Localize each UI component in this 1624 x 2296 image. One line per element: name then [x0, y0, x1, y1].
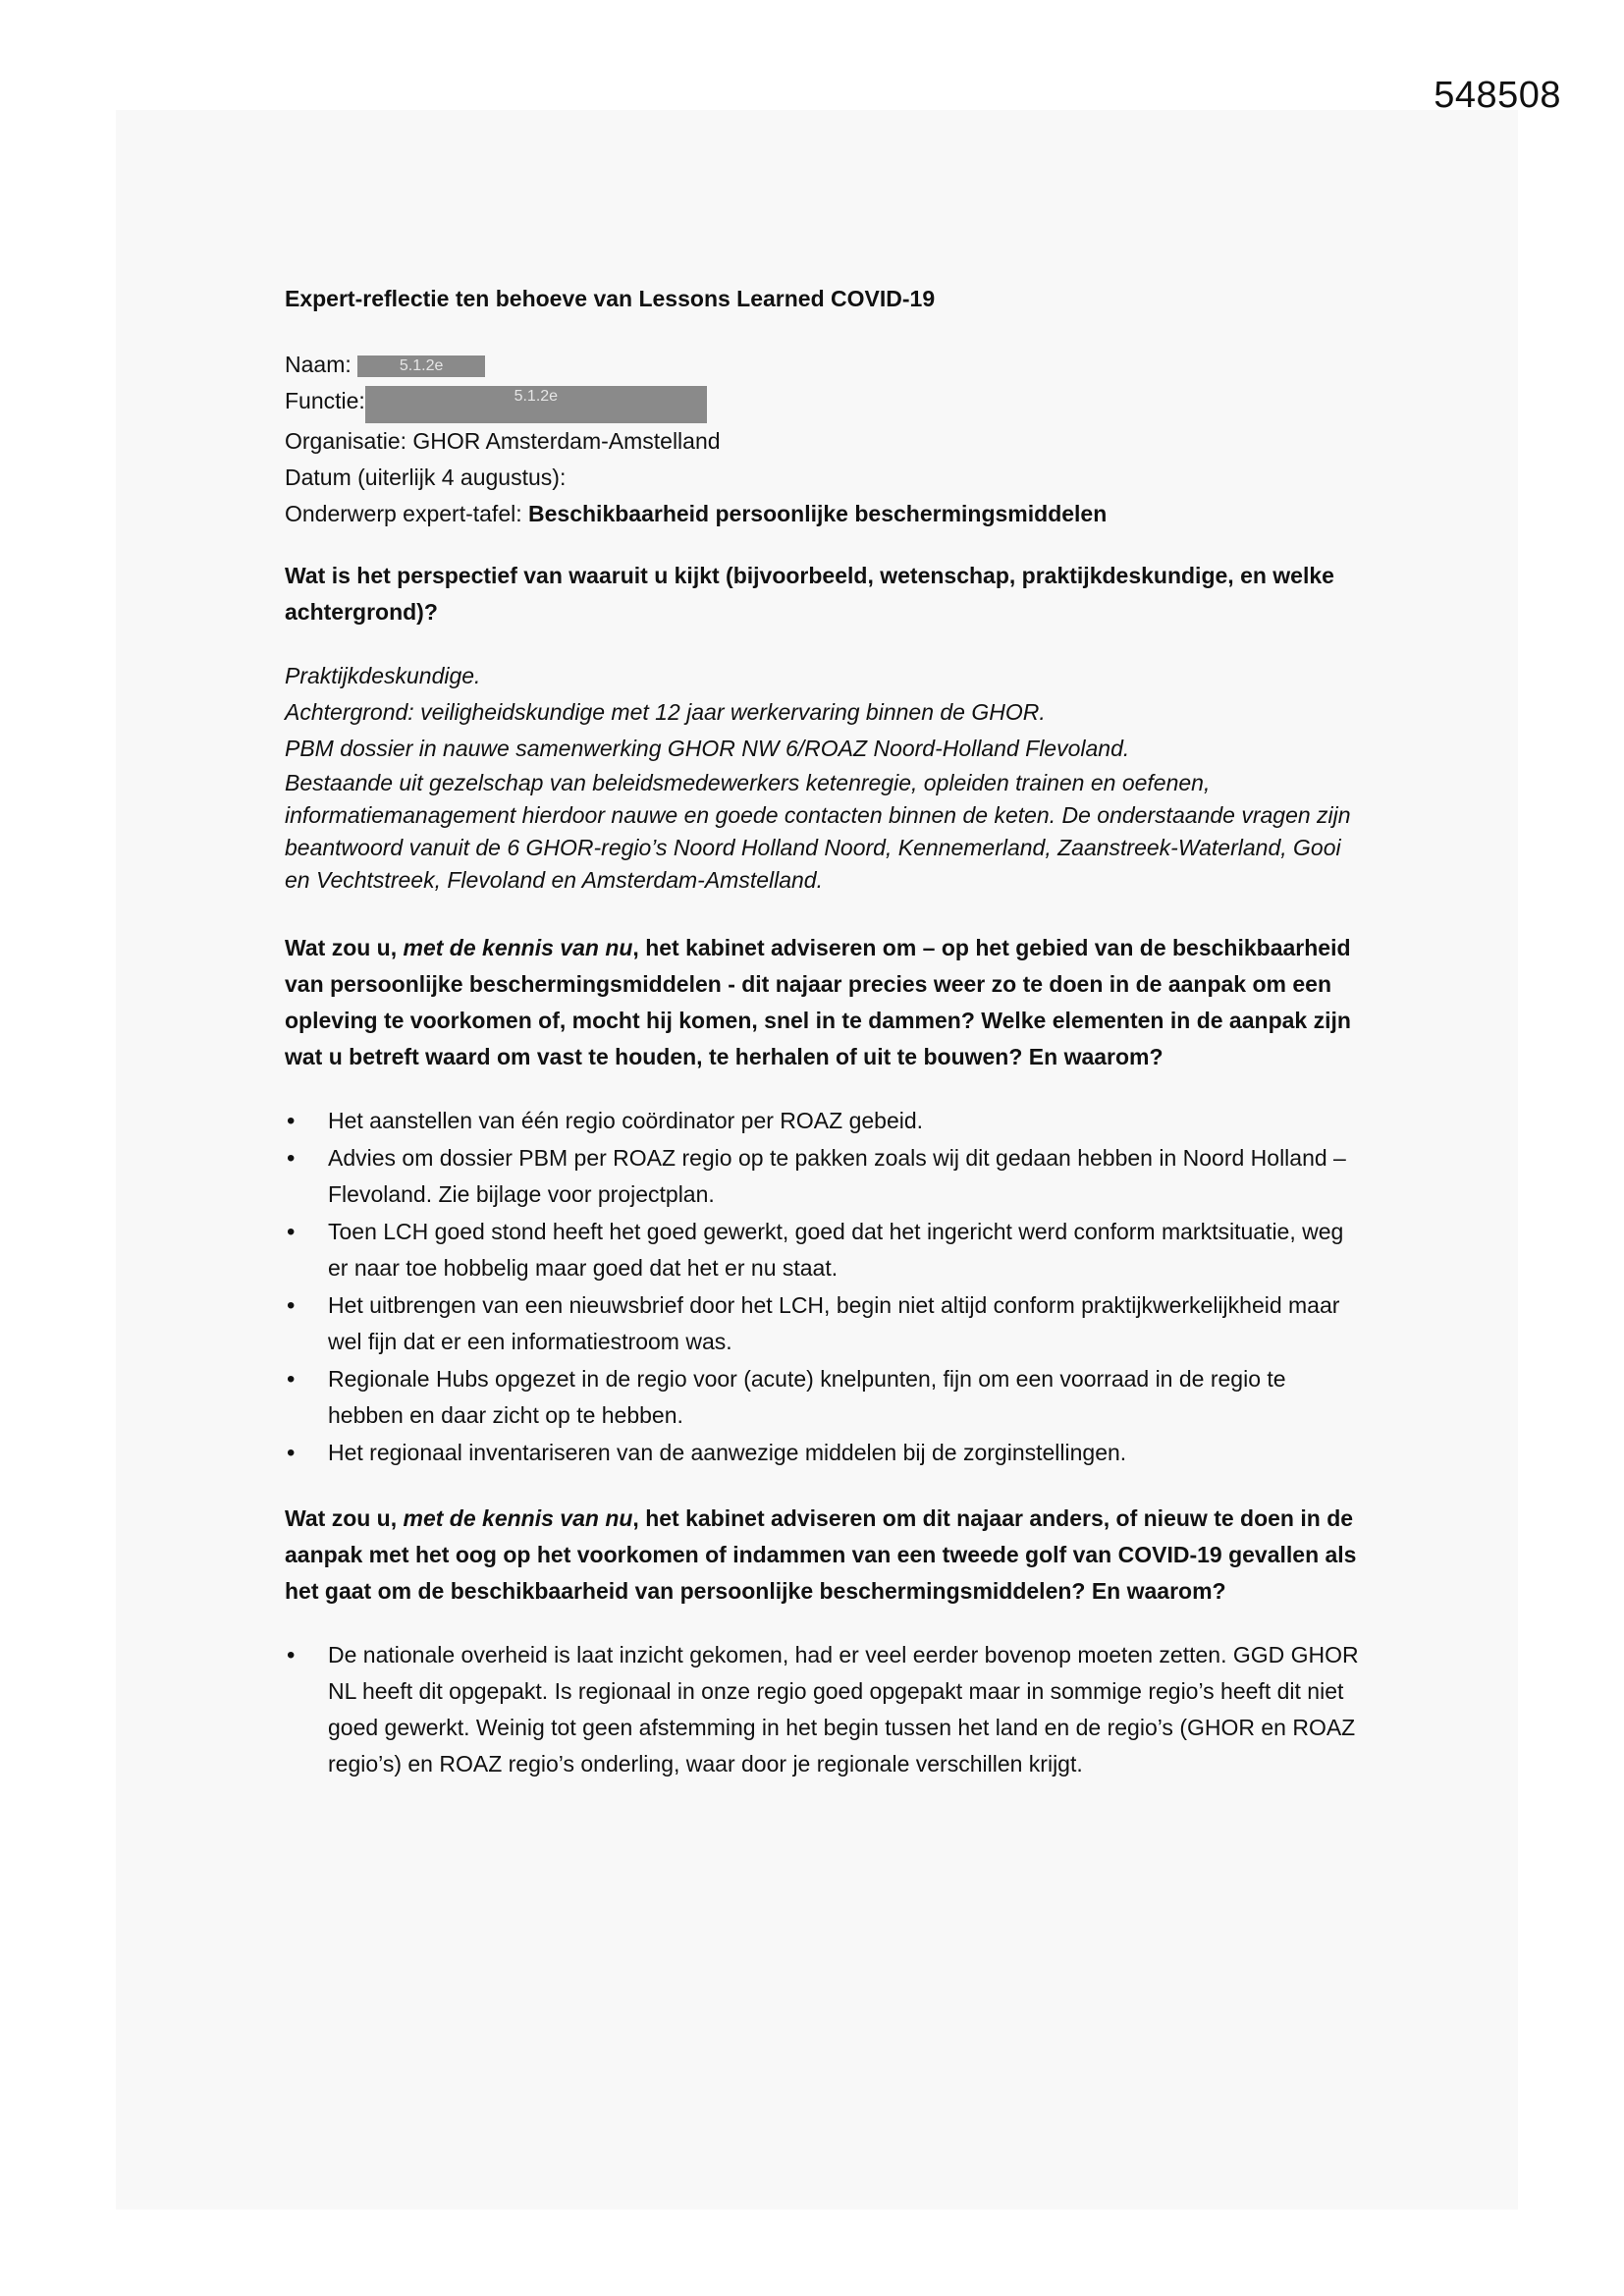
document-title: Expert-reflectie ten behoeve van Lessons Learned COVID-19 [285, 286, 936, 311]
list-item: • De nationale overheid is laat inzicht gekomen, had er veel eerder bovenop moeten zetten. GGD GHOR NL heeft dit opgepakt. Is regionaal in onze regio goed opgepakt maar in sommige regio’s heeft dit niet goed gewerkt. Weinig tot geen afstemming in het begin tussen het land en de regio’s (GHOR en ROAZ regio’s) en ROAZ regio’s onderling, waar door je regionale verschillen krijgt. [285, 1637, 1365, 1782]
keep-list [285, 1103, 1365, 1471]
list-item: • Het regionaal inventariseren van de aanwezige middelen bij de zorginstellingen. [285, 1435, 1365, 1471]
functie-line [285, 383, 1365, 423]
question-keep [285, 930, 1365, 1075]
organisatie-line: Organisatie: GHOR Amsterdam-Amstelland [285, 428, 721, 454]
question-emphasis: met de kennis van nu [403, 1505, 633, 1531]
list-item: • Advies om dossier PBM per ROAZ regio op te pakken zoals wij dit gedaan hebben in Noord Holland – Flevoland. Zie bijlage voor projectplan. [285, 1140, 1365, 1213]
onderwerp-label: Onderwerp expert-tafel: [285, 501, 529, 526]
datum-line: Datum (uiterlijk 4 augustus): [285, 465, 567, 490]
answer-line: PBM dossier in nauwe samenwerking GHOR NW 6/ROAZ Noord-Holland Flevoland. [285, 736, 1130, 761]
change-list [285, 1637, 1365, 1782]
question-text: Wat zou u, [285, 935, 404, 960]
meta-section [285, 347, 1365, 532]
list-item: • Toen LCH goed stond heeft het goed gewerkt, goed dat het ingericht werd conform marktsituatie, weg er naar toe hobbelig maar goed dat het er nu staat. [285, 1214, 1365, 1286]
answer-perspective [285, 658, 1365, 897]
answer-line: Praktijkdeskundige. [285, 663, 481, 688]
question-emphasis: met de kennis van nu [403, 935, 633, 960]
question-change [285, 1501, 1365, 1610]
question-perspective: Wat is het perspectief van waaruit u kijkt (bijvoorbeeld, wetenschap, praktijkdeskundige, en welke achtergrond)? [285, 563, 1334, 625]
functie-redaction: 5.1.2e [365, 386, 707, 423]
document-body [285, 281, 1365, 1812]
naam-label: Naam: [285, 352, 352, 377]
naam-line [285, 347, 1365, 383]
question-text: , het kabinet adviseren om dit najaar anders, of nieuw te doen in de aanpak met het oog op het voorkomen of indammen van een tweede golf van COVID-19 gevallen als het gaat om de beschikbaarheid van persoonlijke beschermingsmiddelen? En waarom? [285, 1505, 1357, 1604]
list-item: • Regionale Hubs opgezet in de regio voor (acute) knelpunten, fijn om een voorraad in de regio te hebben en daar zicht op te hebben. [285, 1361, 1365, 1434]
document-number: 548508 [1434, 75, 1561, 116]
onderwerp-line [285, 496, 1365, 532]
naam-redaction: 5.1.2e [357, 355, 485, 377]
question-text: , het kabinet adviseren om – op het gebied van de beschikbaarheid van persoonlijke beschermingsmiddelen - dit najaar precies weer zo te doen in de aanpak om een opleving te voorkomen of, mocht hij komen, snel in te dammen? Welke elementen in de aanpak zijn wat u betreft waard om vast te houden, te herhalen of uit te bouwen? En waarom? [285, 935, 1351, 1069]
list-item: • Het uitbrengen van een nieuwsbrief door het LCH, begin niet altijd conform praktijkwerkelijkheid maar wel fijn dat er een informatiestroom was. [285, 1287, 1365, 1360]
functie-label: Functie: [285, 388, 365, 413]
answer-paragraph: Bestaande uit gezelschap van beleidsmedewerkers ketenregie, opleiden trainen en oefenen, informatiemanagement hierdoor nauwe en goede contacten binnen de keten. De onderstaande vragen zijn beantwoord vanuit de 6 GHOR-regio’s Noord Holland Noord, Kennemerland, Zaanstreek-Waterland, Gooi en Vechtstreek, Flevoland en Amsterdam-Amstelland. [285, 770, 1351, 893]
list-item: • Het aanstellen van één regio coördinator per ROAZ gebeid. [285, 1103, 1365, 1139]
question-text: Wat zou u, [285, 1505, 404, 1531]
answer-line: Achtergrond: veiligheidskundige met 12 jaar werkervaring binnen de GHOR. [285, 699, 1046, 725]
onderwerp-value: Beschikbaarheid persoonlijke beschermingsmiddelen [528, 501, 1108, 526]
